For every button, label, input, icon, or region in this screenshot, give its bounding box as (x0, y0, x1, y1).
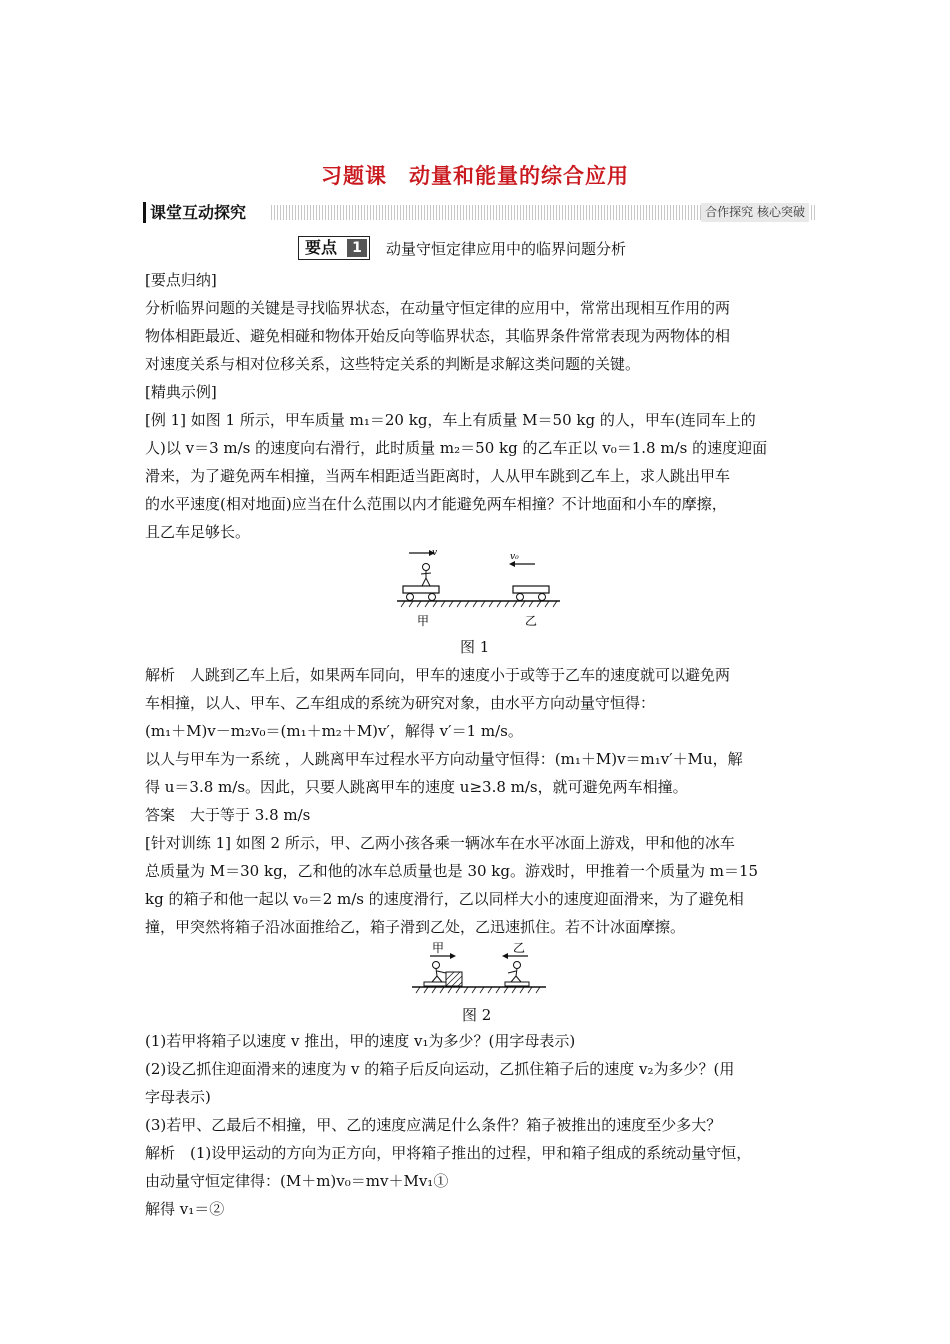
page-title: 习题课 动量和能量的综合应用 (321, 164, 629, 188)
fig2-left-label: 甲 (432, 941, 445, 955)
fig1-v0-label: v₀ (510, 552, 519, 562)
text-line: [例 1] 如图 1 所示，甲车质量 m₁＝20 kg，车上有质量 M＝50 kg 的人，甲车(连同车上的 (145, 411, 756, 429)
text-line: 总质量为 M＝30 kg，乙和他的冰车总质量也是 30 kg。游戏时，甲推着一个质量为 m＝15 (145, 862, 759, 880)
text-line: 的水平速度(相对地面)应当在什么范围以内才能避免两车相撞？不计地面和小车的摩擦， (145, 495, 727, 513)
text-line: kg 的箱子和他一起以 v₀＝2 m/s 的速度滑行，乙以同样大小的速度迎面滑来，为了避免相 (145, 890, 744, 908)
text-line: (3)若甲、乙最后不相撞，甲、乙的速度应满足什么条件？箱子被推出的速度至少多大？ (145, 1116, 722, 1134)
text-line: 解得 v₁＝② (145, 1200, 225, 1218)
keypoint-number: 1 (347, 239, 367, 257)
text-line: 解析 人跳到乙车上后，如果两车同向，甲车的速度小于或等于乙车的速度就可以避免两 (145, 666, 731, 684)
text-line: 解析 (1)设甲运动的方向为正方向，甲将箱子推出的过程，甲和箱子组成的系统动量守恒， (145, 1144, 752, 1162)
text-line: 得 u＝3.8 m/s。因此，只要人跳离甲车的速度 u≥3.8 m/s，就可避免两车相撞。 (145, 778, 688, 796)
figure-2-ice-sleds (410, 940, 550, 996)
text-line: 以人与甲车为一系统 ，人跳离甲车过程水平方向动量守恒得：(m₁＋M)v＝m₁v′＋Mu，解 (145, 750, 743, 768)
text-line: 物体相距最近、避免相碰和物体开始反向等临界状态，其临界条件常常表现为两物体的相 (145, 327, 731, 345)
text-line: 对速度关系与相对位移关系，这些特定关系的判断是求解这类问题的关键。 (145, 355, 641, 373)
banner-subtitle: 合作探究 核心突破 (701, 203, 809, 222)
text-line: (1)若甲将箱子以速度 v 推出，甲的速度 v₁为多少？(用字母表示) (145, 1032, 576, 1050)
text-line: (m₁＋M)v－m₂v₀＝(m₁＋m₂＋M)v′，解得 v′＝1 m/s。 (145, 722, 523, 740)
banner-section-name: 课堂互动探究 (143, 202, 252, 223)
fig2-right-label: 乙 (513, 941, 526, 955)
fig1-v-label: v (432, 548, 438, 558)
section-banner (143, 202, 815, 223)
text-line: 且乙车足够长。 (145, 523, 251, 541)
text-line: 车相撞，以人、甲车、乙车组成的系统为研究对象，由水平方向动量守恒得： (145, 694, 656, 712)
text-line: 答案 大于等于 3.8 m/s (145, 806, 311, 824)
text-line: 分析临界问题的关键是寻找临界状态，在动量守恒定律的应用中，常常出现相互作用的两 (145, 299, 731, 317)
text-line: 由动量守恒定律得：(M＋m)v₀＝mv＋Mv₁① (145, 1172, 449, 1190)
keypoint-label: 要点 (305, 238, 338, 257)
keypoint-badge (298, 236, 370, 260)
text-line: [针对训练 1] 如图 2 所示，甲、乙两小孩各乘一辆冰车在水平冰面上游戏，甲和他的冰车 (145, 834, 735, 852)
text-line: 滑来，为了避免两车相撞，当两车相距适当距离时，人从甲车跳到乙车上，求人跳出甲车 (145, 467, 731, 485)
fig1-right-label: 乙 (525, 614, 538, 628)
figure-2-caption: 图 2 (462, 1006, 492, 1024)
text-line: [要点归纳] (145, 271, 217, 289)
figure-1-carts (395, 545, 565, 630)
text-line: 字母表示) (145, 1088, 211, 1106)
text-line: [精典示例] (145, 383, 217, 401)
text-line: (2)设乙抓住迎面滑来的速度为 v 的箱子后反向运动，乙抓住箱子后的速度 v₂为多少？(用 (145, 1060, 735, 1078)
figure-1-caption: 图 1 (460, 638, 490, 656)
fig1-left-label: 甲 (417, 614, 430, 628)
keypoint-text: 动量守恒定律应用中的临界问题分析 (386, 240, 627, 258)
text-line: 人)以 v＝3 m/s 的速度向右滑行，此时质量 m₂＝50 kg 的乙车正以 v₀＝1.8 m/s 的速度迎面 (145, 439, 768, 457)
text-line: 撞，甲突然将箱子沿冰面推给乙，箱子滑到乙处，乙迅速抓住。若不计冰面摩擦。 (145, 918, 686, 936)
